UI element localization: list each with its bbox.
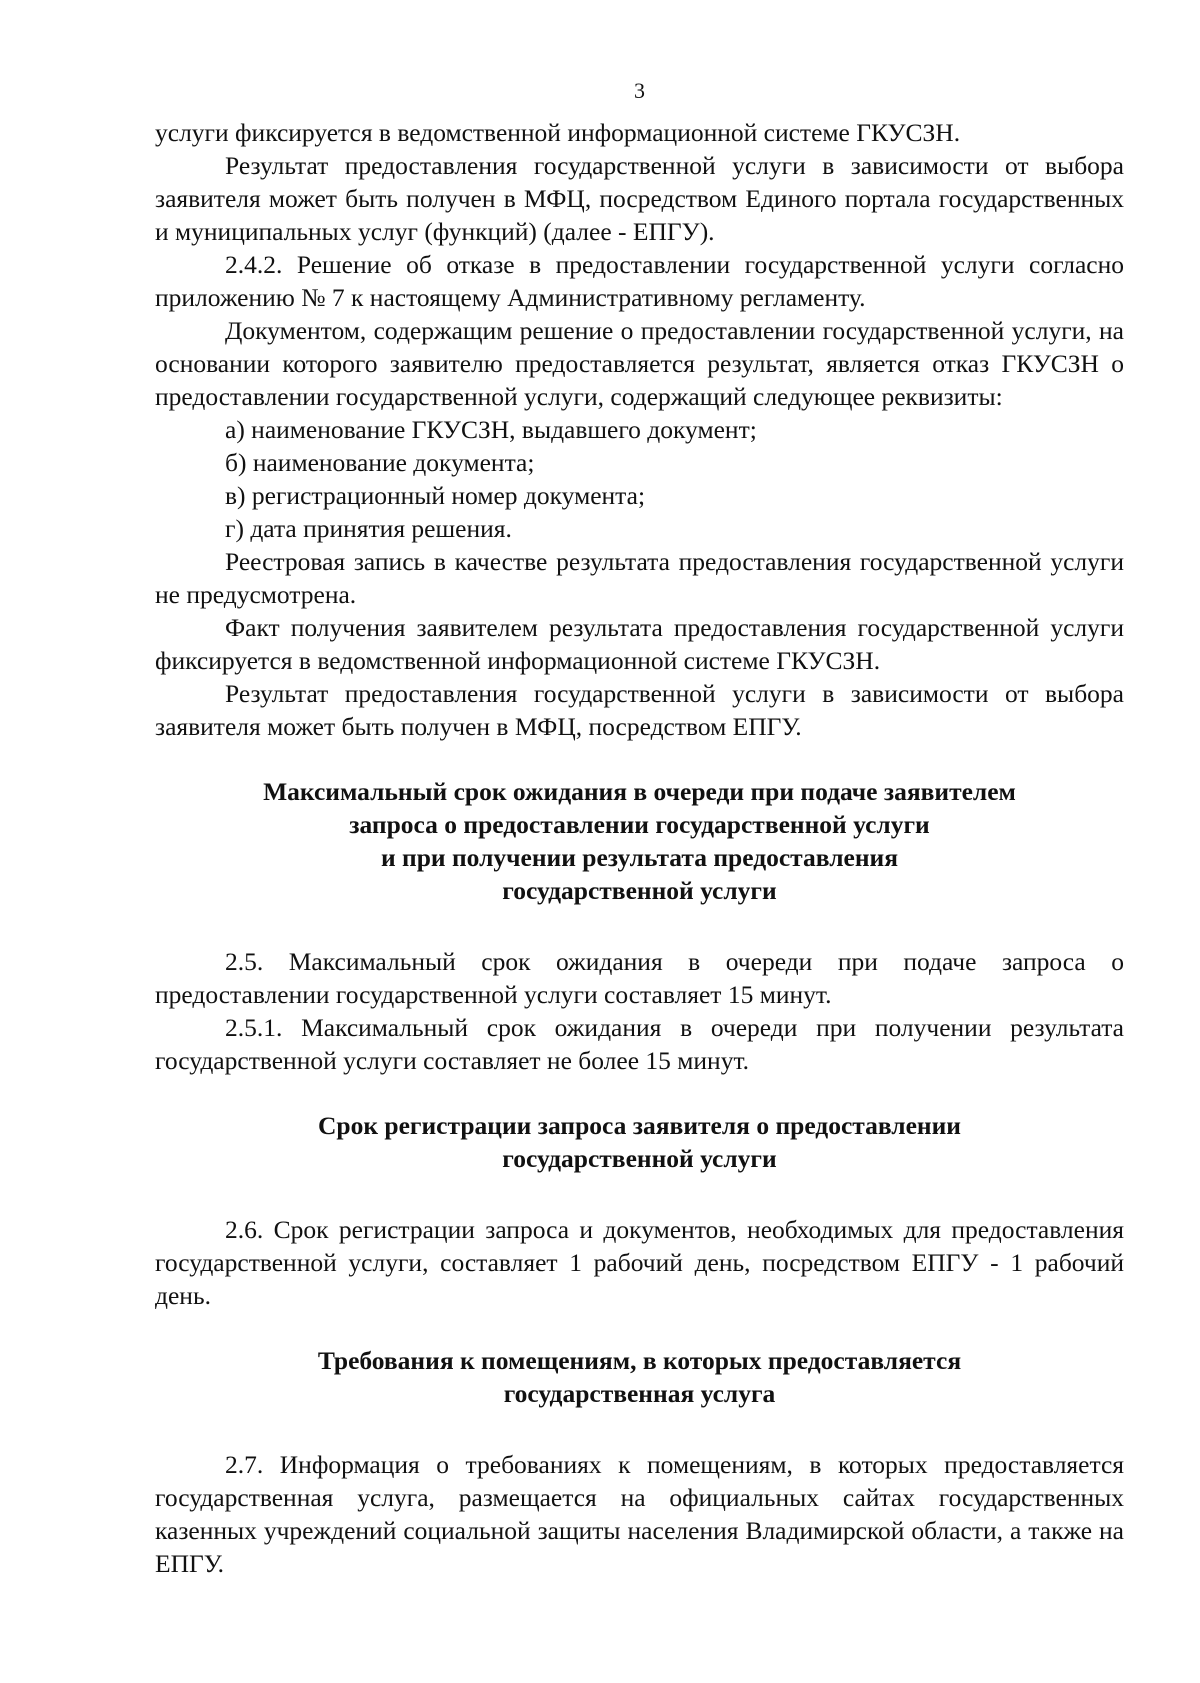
paragraph: 2.7. Информация о требованиях к помещениям, в которых предоставляется государственная услуга, размещается на официальных сайтах государственных казенных учреждений социальной защиты населения Владимирской области, а также на ЕПГУ. bbox=[155, 1450, 1124, 1578]
section-heading bbox=[155, 1109, 1124, 1175]
section-heading bbox=[155, 775, 1124, 907]
paragraph: 2.6. Срок регистрации запроса и документов, необходимых для предоставления государственной услуги, составляет 1 рабочий день, посредством ЕПГУ - 1 рабочий день. bbox=[155, 1215, 1124, 1310]
list-item: г) дата принятия решения. bbox=[225, 514, 512, 543]
list-item: в) регистрационный номер документа; bbox=[225, 481, 646, 510]
paragraph: 2.5. Максимальный срок ожидания в очереди при подаче запроса о предоставлении государственной услуги составляет 15 минут. bbox=[155, 947, 1124, 1009]
heading-line: запроса о предоставлении государственной услуги bbox=[349, 810, 930, 839]
paragraph: 2.4.2. Решение об отказе в предоставлении государственной услуги согласно приложению № 7 к настоящему Административному регламенту. bbox=[155, 250, 1124, 312]
list-item: б) наименование документа; bbox=[225, 448, 535, 477]
heading-line: Максимальный срок ожидания в очереди при подаче заявителем bbox=[263, 777, 1016, 806]
heading-line: государственной услуги bbox=[502, 876, 777, 905]
heading-line: Требования к помещениям, в которых предоставляется bbox=[317, 1346, 962, 1375]
section-heading bbox=[155, 1344, 1124, 1410]
heading-line: Срок регистрации запроса заявителя о предоставлении bbox=[317, 1111, 962, 1140]
page-number: 3 bbox=[634, 78, 645, 103]
paragraph: услуги фиксируется в ведомственной информационной системе ГКУСЗН. bbox=[155, 118, 961, 147]
paragraph: 2.5.1. Максимальный срок ожидания в очереди при получении результата государственной услуги составляет не более 15 минут. bbox=[155, 1013, 1124, 1075]
paragraph: Результат предоставления государственной услуги в зависимости от выбора заявителя может быть получен в МФЦ, посредством ЕПГУ. bbox=[155, 679, 1124, 741]
paragraph: Факт получения заявителем результата предоставления государственной услуги фиксируется в ведомственной информационной системе ГКУСЗН. bbox=[155, 613, 1124, 675]
heading-line: государственной услуги bbox=[502, 1144, 777, 1173]
paragraph: Реестровая запись в качестве результата предоставления государственной услуги не предусмотрена. bbox=[155, 547, 1124, 609]
heading-line: и при получении результата предоставления bbox=[380, 843, 898, 872]
list-item: а) наименование ГКУСЗН, выдавшего документ; bbox=[225, 415, 757, 444]
paragraph: Результат предоставления государственной услуги в зависимости от выбора заявителя может быть получен в МФЦ, посредством Единого портала государственных и муниципальных услуг (функций) (далее - ЕПГУ). bbox=[155, 151, 1124, 246]
paragraph: Документом, содержащим решение о предоставлении государственной услуги, на основании которого заявителю предоставляется результат, является отказ ГКУСЗН о предоставлении государственной услуги, содержащий следующее реквизиты: bbox=[155, 316, 1124, 411]
heading-line: государственная услуга bbox=[503, 1379, 776, 1408]
